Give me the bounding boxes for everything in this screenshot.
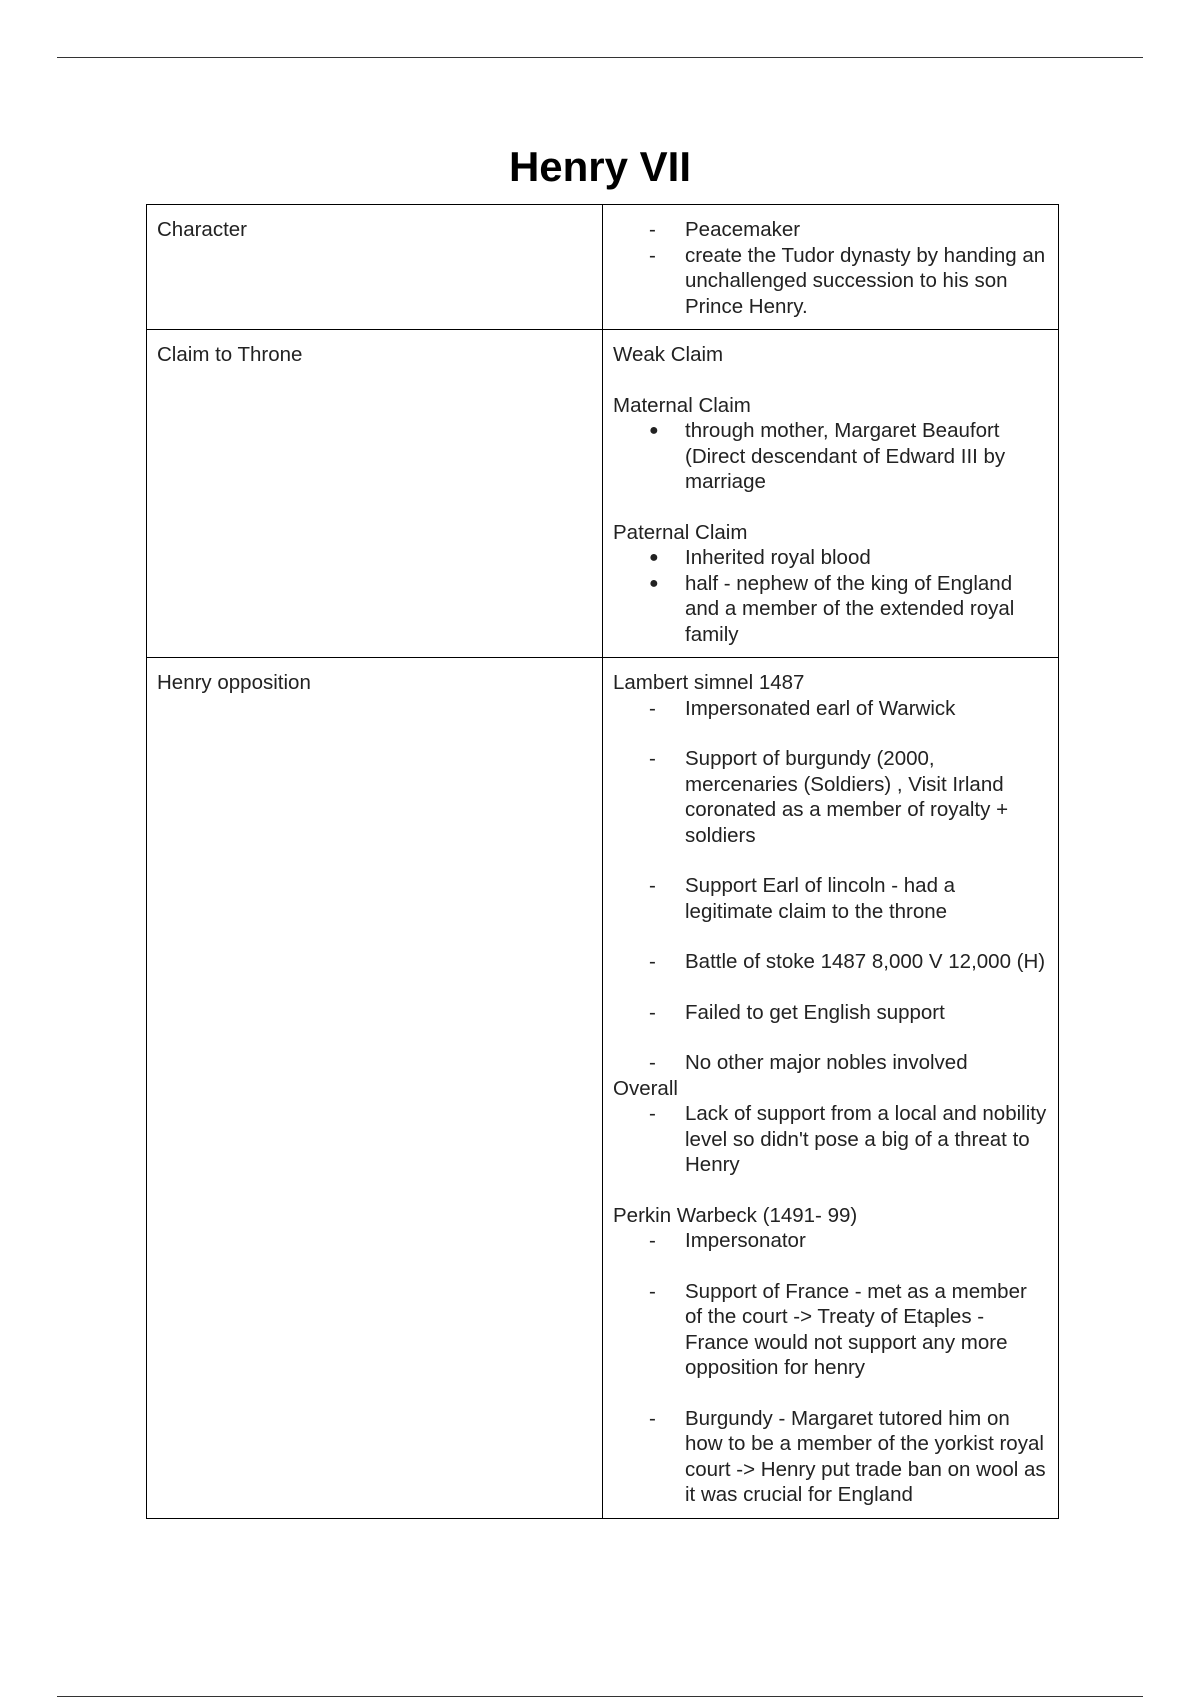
bullet-marker: ● bbox=[649, 549, 659, 566]
list-item bbox=[613, 418, 1048, 495]
list-item bbox=[613, 873, 1048, 924]
list-item-text: half - nephew of the king of England and a member of the extended royal family bbox=[685, 571, 1015, 646]
list-item-text: through mother, Margaret Beaufort (Direct descendant of Edward III by marriage bbox=[685, 419, 1006, 493]
dash-marker: - bbox=[649, 243, 656, 267]
dash-marker: - bbox=[649, 950, 656, 973]
list-item bbox=[613, 1406, 1048, 1508]
section-heading: Weak Claim bbox=[613, 343, 724, 366]
table-row bbox=[147, 205, 1059, 330]
list-item bbox=[613, 949, 1048, 975]
row-content-cell bbox=[603, 330, 1059, 658]
table-row bbox=[147, 658, 1059, 1519]
section-heading: Overall bbox=[613, 1076, 678, 1100]
row-label-cell bbox=[147, 330, 603, 658]
section-heading: Maternal Claim bbox=[613, 393, 751, 417]
list-item-text: Support of France - met as a member of the court -> Treaty of Etaples - France would not support any more opposition for henry bbox=[685, 1279, 1027, 1379]
row-label: Claim to Throne bbox=[157, 343, 303, 366]
dash-marker: - bbox=[649, 1229, 656, 1252]
list-item-text: Lack of support from a local and nobility level so didn't pose a big of a threat to Henry bbox=[685, 1102, 1047, 1176]
footer-rule bbox=[57, 1696, 1143, 1697]
list-item bbox=[613, 746, 1048, 848]
list-item-text: Support of burgundy (2000, mercenaries (Soldiers) , Visit Irland coronated as a member of royalty + soldiers bbox=[685, 747, 1009, 847]
list-item bbox=[613, 217, 1048, 243]
section-heading: Paternal Claim bbox=[613, 520, 748, 544]
list-item-text: Impersonator bbox=[685, 1229, 806, 1252]
row-content-cell bbox=[603, 658, 1059, 1519]
list-item-text: Burgundy - Margaret tutored him on how to be a member of the yorkist royal court -> Henry put trade ban on wool as it was crucial for England bbox=[685, 1406, 1046, 1506]
list-item bbox=[613, 1050, 1048, 1076]
list-item-text: Impersonated earl of Warwick bbox=[685, 696, 956, 720]
dash-marker: - bbox=[649, 1406, 656, 1430]
list-item-text: Inherited royal blood bbox=[685, 546, 871, 569]
bullet-marker: ● bbox=[649, 574, 659, 592]
list-item-text: No other major nobles involved bbox=[685, 1051, 968, 1074]
row-label-cell bbox=[147, 205, 603, 330]
notes-table bbox=[146, 204, 1059, 1519]
dash-marker: - bbox=[649, 218, 656, 241]
row-content-cell bbox=[603, 205, 1059, 330]
dash-marker: - bbox=[649, 1279, 656, 1303]
row-label: Character bbox=[157, 218, 248, 241]
list-item-text: Failed to get English support bbox=[685, 1000, 945, 1024]
list-item-text: Peacemaker bbox=[685, 218, 801, 241]
list-item bbox=[613, 1101, 1048, 1178]
list-item bbox=[613, 571, 1048, 648]
dash-marker: - bbox=[649, 696, 656, 720]
bullet-marker: ● bbox=[649, 422, 659, 439]
row-label: Henry opposition bbox=[157, 671, 311, 694]
dash-marker: - bbox=[649, 747, 656, 770]
list-item bbox=[613, 1228, 1048, 1254]
header-rule bbox=[57, 57, 1143, 58]
row-label-cell bbox=[147, 658, 603, 1519]
dash-marker: - bbox=[649, 874, 656, 897]
section-heading: Lambert simnel 1487 bbox=[613, 671, 805, 694]
list-item-text: Support Earl of lincoln - had a legitimate claim to the throne bbox=[685, 874, 956, 923]
list-item bbox=[613, 243, 1048, 320]
list-item bbox=[613, 1279, 1048, 1381]
list-item bbox=[613, 1000, 1048, 1026]
dash-marker: - bbox=[649, 1051, 656, 1074]
list-item bbox=[613, 696, 1048, 722]
page-title: Henry VII bbox=[508, 143, 692, 190]
table-row bbox=[147, 330, 1059, 658]
list-item bbox=[613, 545, 1048, 571]
dash-marker: - bbox=[649, 1000, 656, 1024]
section-heading: Perkin Warbeck (1491- 99) bbox=[613, 1203, 858, 1227]
list-item-text: create the Tudor dynasty by handing an unchallenged succession to his son Prince Henry. bbox=[685, 243, 1046, 318]
list-item-text: Battle of stoke 1487 8,000 V 12,000 (H) bbox=[685, 950, 1046, 973]
dash-marker: - bbox=[649, 1102, 656, 1125]
